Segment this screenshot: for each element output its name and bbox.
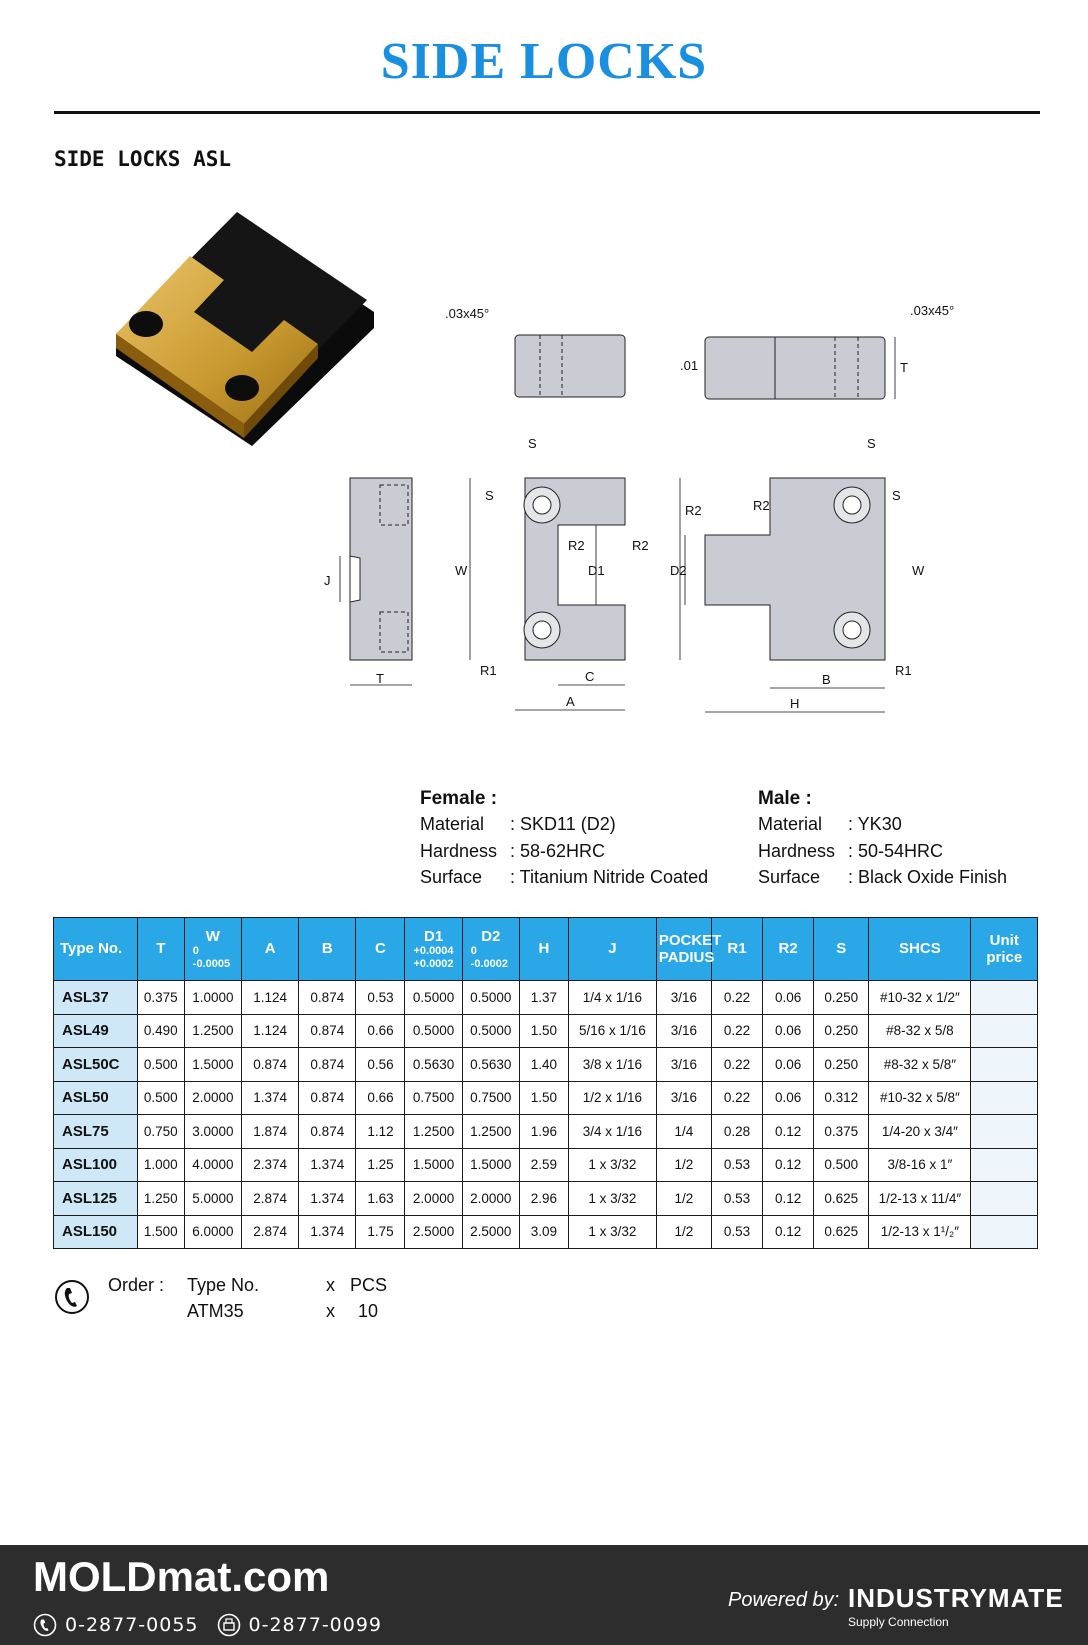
- col-w-tol2: -0.0005: [192, 957, 231, 970]
- col-d2-label: D2: [481, 927, 501, 945]
- cell-r2: 0.12: [763, 1115, 814, 1149]
- table-row: [54, 1048, 1038, 1082]
- female-hardness-row: [420, 841, 708, 868]
- col-d2: [462, 918, 519, 981]
- cell-h: 2.96: [519, 1182, 568, 1216]
- cell-s: 0.375: [814, 1115, 869, 1149]
- order-example-pcs: 10: [358, 1301, 379, 1321]
- cell-t: 0.500: [137, 1081, 184, 1115]
- cell-j: 1 x 3/32: [568, 1148, 656, 1182]
- r2-label-b: R2: [632, 538, 649, 553]
- cell-pocket: 3/16: [656, 1081, 711, 1115]
- cell-w: 1.0000: [184, 981, 241, 1015]
- a-label: A: [566, 694, 575, 709]
- contact-line: [33, 1613, 382, 1637]
- col-shcs: SHCS: [869, 918, 971, 981]
- cell-d2: 1.5000: [462, 1148, 519, 1182]
- cell-r2: 0.12: [763, 1215, 814, 1249]
- cell-d2: 0.5000: [462, 1014, 519, 1048]
- cell-r1: 0.22: [711, 1014, 762, 1048]
- col-d1: [405, 918, 462, 981]
- cell-c: 0.53: [356, 981, 405, 1015]
- table-row: [54, 1115, 1038, 1149]
- male-hardness-row: [758, 841, 1007, 868]
- female-heading: Female :: [420, 788, 498, 809]
- cell-s: 0.250: [814, 981, 869, 1015]
- cell-pocket: 1/2: [656, 1182, 711, 1216]
- cell-b: 1.374: [299, 1182, 356, 1216]
- cell-unit: [971, 1014, 1038, 1048]
- cell-t: 1.500: [137, 1215, 184, 1249]
- cell-c: 0.66: [356, 1081, 405, 1115]
- cell-s: 0.625: [814, 1182, 869, 1216]
- table-row: [54, 1215, 1038, 1249]
- col-d1-tol2: +0.0002: [413, 957, 454, 970]
- cell-unit: [971, 1182, 1038, 1216]
- cell-type: ASL49: [54, 1014, 138, 1048]
- cell-w: 4.0000: [184, 1148, 241, 1182]
- brand-tagline: Supply Connection: [848, 1615, 949, 1629]
- col-d1-tol1: +0.0004: [413, 944, 454, 957]
- cell-j: 1/4 x 1/16: [568, 981, 656, 1015]
- table-row: [54, 1014, 1038, 1048]
- cell-d1: 0.5000: [405, 1014, 462, 1048]
- cell-b: 0.874: [299, 1081, 356, 1115]
- table-body: [54, 981, 1038, 1249]
- cell-t: 1.250: [137, 1182, 184, 1216]
- s-right-v-label: S: [892, 488, 901, 503]
- cell-unit: [971, 1048, 1038, 1082]
- col-t: T: [137, 918, 184, 981]
- cell-j: 3/4 x 1/16: [568, 1115, 656, 1149]
- cell-r1: 0.53: [711, 1182, 762, 1216]
- cell-t: 0.750: [137, 1115, 184, 1149]
- page-title: SIDE LOCKS: [380, 33, 708, 90]
- spec-table: [53, 917, 1038, 1249]
- female-material-row: [420, 814, 708, 841]
- spec-label: Hardness: [420, 840, 498, 861]
- cell-shcs: 1/4-20 x 3/4″: [869, 1115, 971, 1149]
- table-row: [54, 1081, 1038, 1115]
- cell-t: 0.490: [137, 1014, 184, 1048]
- section-subtitle: SIDE LOCKS ASL: [54, 147, 232, 171]
- col-d2-tol1: 0: [470, 944, 477, 957]
- cell-s: 0.312: [814, 1081, 869, 1115]
- cell-shcs: #10-32 x 1/2″: [869, 981, 971, 1015]
- col-b: B: [299, 918, 356, 981]
- cell-d2: 0.7500: [462, 1081, 519, 1115]
- cell-d2: 1.2500: [462, 1115, 519, 1149]
- cell-a: 0.874: [242, 1048, 299, 1082]
- cell-d2: 0.5630: [462, 1048, 519, 1082]
- cell-h: 1.50: [519, 1081, 568, 1115]
- cell-b: 1.374: [299, 1148, 356, 1182]
- male-specs: [758, 788, 1007, 894]
- cell-t: 0.375: [137, 981, 184, 1015]
- cell-type: ASL37: [54, 981, 138, 1015]
- col-d2-tol2: -0.0002: [470, 957, 508, 970]
- col-r2: R2: [763, 918, 814, 981]
- cell-type: ASL50C: [54, 1048, 138, 1082]
- cell-c: 1.12: [356, 1115, 405, 1149]
- cell-h: 3.09: [519, 1215, 568, 1249]
- male-heading: Male :: [758, 788, 812, 809]
- cell-r1: 0.53: [711, 1215, 762, 1249]
- cell-r2: 0.06: [763, 1014, 814, 1048]
- cell-unit: [971, 1215, 1038, 1249]
- chamfer-right-label: .03x45°: [910, 303, 955, 318]
- s-left-label: S: [528, 436, 537, 451]
- col-h: H: [519, 918, 568, 981]
- cell-d2: 2.0000: [462, 1182, 519, 1216]
- cell-b: 0.874: [299, 1048, 356, 1082]
- col-unit: [971, 918, 1038, 981]
- cell-type: ASL125: [54, 1182, 138, 1216]
- cell-r1: 0.28: [711, 1115, 762, 1149]
- brand-logo: INDUSTRYMATE: [848, 1583, 1064, 1613]
- cell-r2: 0.12: [763, 1148, 814, 1182]
- technical-drawing: [324, 300, 1040, 750]
- cell-j: 3/8 x 1/16: [568, 1048, 656, 1082]
- cell-pocket: 3/16: [656, 981, 711, 1015]
- cell-s: 0.250: [814, 1048, 869, 1082]
- cell-j: 1/2 x 1/16: [568, 1081, 656, 1115]
- col-a: A: [242, 918, 299, 981]
- d1-label: D1: [588, 563, 605, 578]
- spec-value: : Titanium Nitride Coated: [510, 867, 709, 887]
- site-name[interactable]: MOLDmat.com: [33, 1553, 330, 1600]
- cell-a: 1.124: [242, 1014, 299, 1048]
- spec-value: : Black Oxide Finish: [848, 867, 1008, 887]
- s-left-v-label: S: [485, 488, 494, 503]
- spec-value: : 50-54HRC: [848, 840, 944, 861]
- order-type-head: Type No.: [187, 1275, 260, 1295]
- fax-icon: [217, 1613, 241, 1637]
- spec-label: Surface: [758, 867, 821, 887]
- order-example-type: ATM35: [187, 1301, 244, 1321]
- female-surface-row: [420, 867, 708, 894]
- w-right-label: W: [912, 563, 925, 578]
- spec-value: : 58-62HRC: [510, 840, 606, 861]
- cell-r2: 0.06: [763, 1048, 814, 1082]
- cell-w: 2.0000: [184, 1081, 241, 1115]
- cell-d1: 2.5000: [405, 1215, 462, 1249]
- cell-t: 0.500: [137, 1048, 184, 1082]
- d2-label: D2: [670, 563, 687, 578]
- cell-unit: [971, 1115, 1038, 1149]
- col-j: J: [568, 918, 656, 981]
- h-label: H: [790, 696, 800, 711]
- cell-unit: [971, 981, 1038, 1015]
- female-specs: [420, 788, 708, 894]
- cell-pocket: 1/2: [656, 1148, 711, 1182]
- cell-w: 3.0000: [184, 1115, 241, 1149]
- cell-a: 2.874: [242, 1182, 299, 1216]
- table-header-row: [54, 918, 1038, 981]
- cell-h: 1.96: [519, 1115, 568, 1149]
- cell-d2: 0.5000: [462, 981, 519, 1015]
- cell-d1: 1.5000: [405, 1148, 462, 1182]
- cell-j: 5/16 x 1/16: [568, 1014, 656, 1048]
- cell-w: 5.0000: [184, 1182, 241, 1216]
- cell-r2: 0.06: [763, 1081, 814, 1115]
- cell-w: 6.0000: [184, 1215, 241, 1249]
- col-c: C: [356, 918, 405, 981]
- cell-h: 1.37: [519, 981, 568, 1015]
- cell-d2: 2.5000: [462, 1215, 519, 1249]
- t-side-label: T: [900, 360, 908, 375]
- cell-pocket: 1/2: [656, 1215, 711, 1249]
- cell-c: 1.63: [356, 1182, 405, 1216]
- col-pocket: [656, 918, 722, 981]
- col-w-tol1: 0: [192, 944, 199, 957]
- cell-a: 2.874: [242, 1215, 299, 1249]
- order-label: Order :: [108, 1275, 165, 1295]
- cell-r2: 0.06: [763, 981, 814, 1015]
- powered-by-label: Powered by:: [728, 1589, 840, 1611]
- col-unit-l1: Unit: [989, 931, 1019, 949]
- cell-a: 1.124: [242, 981, 299, 1015]
- cell-c: 0.66: [356, 1014, 405, 1048]
- cell-b: 0.874: [299, 1115, 356, 1149]
- t-bottom-label: T: [376, 671, 384, 686]
- cell-h: 1.40: [519, 1048, 568, 1082]
- cell-j: 1 x 3/32: [568, 1182, 656, 1216]
- table-row: [54, 981, 1038, 1015]
- col-w-label: W: [205, 927, 220, 945]
- col-s: S: [814, 918, 869, 981]
- cell-b: 1.374: [299, 1215, 356, 1249]
- col-type: Type No.: [54, 918, 138, 981]
- col-pocket-l1: POCKET: [658, 931, 722, 949]
- r2-label-a: R2: [568, 538, 585, 553]
- male-material-row: [758, 814, 1007, 841]
- cell-c: 1.75: [356, 1215, 405, 1249]
- cell-d1: 0.5000: [405, 981, 462, 1015]
- spec-label: Material: [758, 814, 823, 834]
- cell-shcs: #10-32 x 5/8″: [869, 1081, 971, 1115]
- order-x1: x: [326, 1275, 335, 1295]
- cell-r1: 0.53: [711, 1148, 762, 1182]
- spec-label: Material: [420, 814, 485, 834]
- cell-a: 1.374: [242, 1081, 299, 1115]
- cell-c: 0.56: [356, 1048, 405, 1082]
- cell-b: 0.874: [299, 981, 356, 1015]
- s-right-label: S: [867, 436, 876, 451]
- cell-a: 2.374: [242, 1148, 299, 1182]
- cell-s: 0.250: [814, 1014, 869, 1048]
- title-divider: [54, 111, 1040, 114]
- spec-value: : SKD11 (D2): [510, 814, 616, 834]
- cell-w: 1.5000: [184, 1048, 241, 1082]
- cell-t: 1.000: [137, 1148, 184, 1182]
- cell-shcs: #8-32 x 5/8″: [869, 1048, 971, 1082]
- cell-s: 0.625: [814, 1215, 869, 1249]
- phone-icon: [54, 1279, 90, 1315]
- cell-d1: 2.0000: [405, 1182, 462, 1216]
- phone-icon: [33, 1613, 57, 1637]
- cell-type: ASL50: [54, 1081, 138, 1115]
- cell-shcs: 3/8-16 x 1″: [869, 1148, 971, 1182]
- col-d1-label: D1: [423, 927, 444, 945]
- r1-right-label: R1: [895, 663, 912, 678]
- cell-c: 1.25: [356, 1148, 405, 1182]
- b-label: B: [822, 672, 831, 687]
- cell-type: ASL75: [54, 1115, 138, 1149]
- col-pocket-l2: PADIUS: [658, 949, 715, 966]
- cell-pocket: 3/16: [656, 1014, 711, 1048]
- table-row: [54, 1148, 1038, 1182]
- cell-j: 1 x 3/32: [568, 1215, 656, 1249]
- cell-w: 1.2500: [184, 1014, 241, 1048]
- male-surface-row: [758, 867, 1007, 894]
- cell-shcs: 1/2-13 x 1¹/₂″: [869, 1215, 971, 1249]
- cell-shcs: 1/2-13 x 11/4″: [869, 1182, 971, 1216]
- cell-b: 0.874: [299, 1014, 356, 1048]
- spec-label: Hardness: [758, 840, 836, 861]
- chamfer-left-label: .03x45°: [445, 306, 490, 321]
- order-x2: x: [326, 1301, 335, 1321]
- cell-r2: 0.12: [763, 1182, 814, 1216]
- cell-d1: 0.7500: [405, 1081, 462, 1115]
- cell-d1: 0.5630: [405, 1048, 462, 1082]
- cell-s: 0.500: [814, 1148, 869, 1182]
- phone-number[interactable]: 0-2877-0055: [65, 1614, 199, 1636]
- flat-label: .01: [680, 358, 699, 373]
- cell-unit: [971, 1081, 1038, 1115]
- spec-label: Surface: [420, 867, 483, 887]
- cell-r1: 0.22: [711, 1081, 762, 1115]
- order-pcs-head: PCS: [350, 1275, 388, 1295]
- j-label: J: [324, 573, 331, 588]
- cell-a: 1.874: [242, 1115, 299, 1149]
- col-r1: R1: [711, 918, 762, 981]
- cell-type: ASL100: [54, 1148, 138, 1182]
- r1-left-label: R1: [480, 663, 497, 678]
- w-left-label: W: [455, 563, 468, 578]
- cell-r1: 0.22: [711, 981, 762, 1015]
- table-row: [54, 1182, 1038, 1216]
- cell-pocket: 1/4: [656, 1115, 711, 1149]
- col-w: [184, 918, 241, 981]
- cell-h: 1.50: [519, 1014, 568, 1048]
- col-unit-l2: price: [986, 949, 1023, 966]
- cell-d1: 1.2500: [405, 1115, 462, 1149]
- cell-h: 2.59: [519, 1148, 568, 1182]
- cell-shcs: #8-32 x 5/8: [869, 1014, 971, 1048]
- footer: [0, 1545, 1088, 1645]
- fax-number[interactable]: 0-2877-0099: [248, 1614, 383, 1636]
- c-label: C: [585, 669, 595, 684]
- cell-type: ASL150: [54, 1215, 138, 1249]
- spec-value: : YK30: [848, 814, 902, 834]
- cell-r1: 0.22: [711, 1048, 762, 1082]
- r2-label-d: R2: [753, 498, 770, 513]
- cell-pocket: 3/16: [656, 1048, 711, 1082]
- r2-label-c: R2: [685, 503, 702, 518]
- cell-unit: [971, 1148, 1038, 1182]
